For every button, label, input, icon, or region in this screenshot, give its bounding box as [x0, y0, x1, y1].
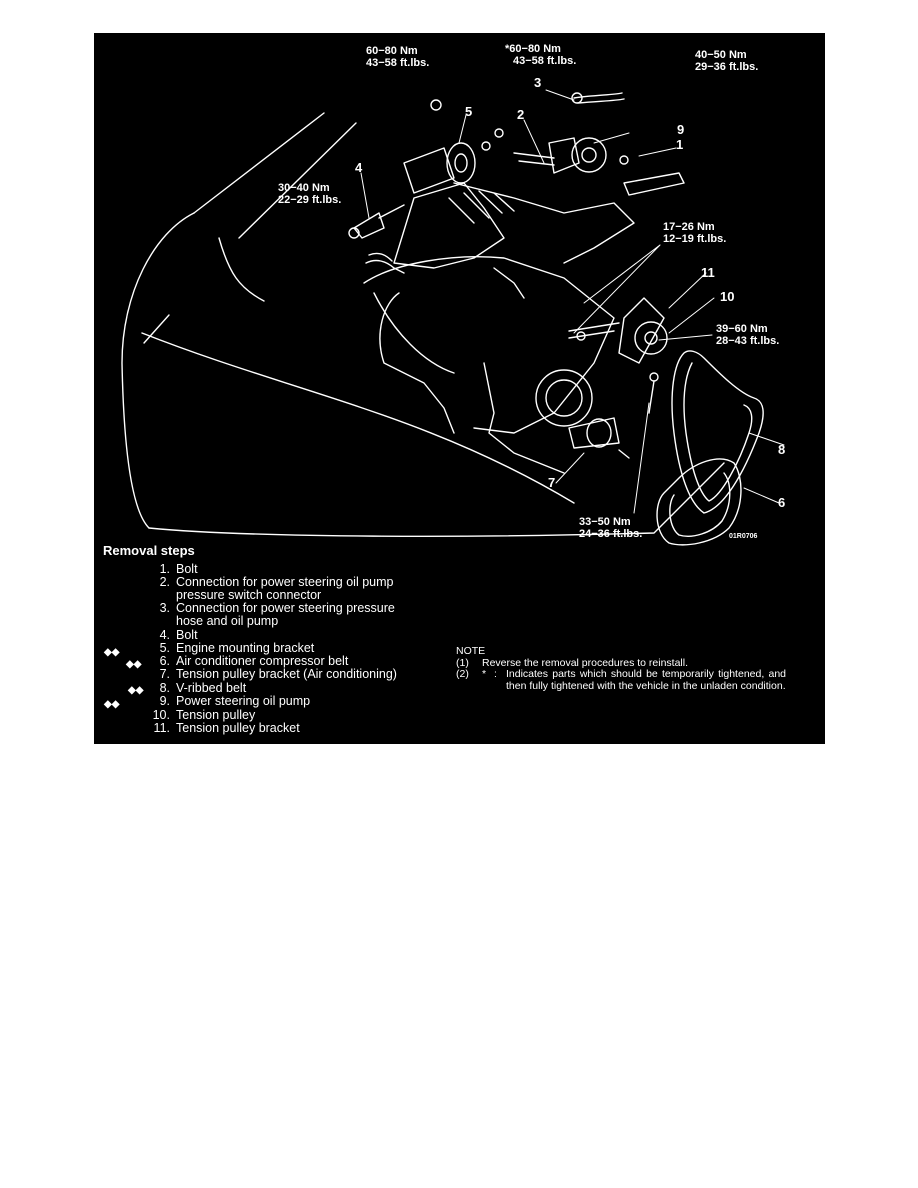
callout-3: 3	[534, 75, 542, 90]
fender-outline	[122, 213, 194, 528]
engine-drawing	[94, 33, 825, 744]
callout-7: 7	[548, 475, 556, 490]
removal-step-1: 1. Bolt	[159, 562, 198, 576]
callout-2: 2	[517, 107, 525, 122]
removal-step-10: 10. Tension pulley	[152, 708, 256, 722]
symbol-step-6: ◆◆	[126, 659, 142, 670]
torque-label-tension-pulley: 39−60 Nm 28−43 ft.lbs.	[716, 323, 780, 347]
symbol-step-5: ◆◆	[104, 647, 120, 658]
note-item-1: (1) Reverse the removal procedures to reinstall.	[456, 656, 689, 669]
torque-label-pressure-hose: 40−50 Nm 29−36 ft.lbs.	[695, 49, 759, 73]
note-title: NOTE	[456, 645, 486, 657]
note-item-2: (2) * : Indicates parts which should be temporarily tightened, and then fully tightened with the vehicle in the unladen condition.	[456, 668, 786, 692]
removal-step-5: 5. Engine mounting bracket	[159, 641, 315, 655]
callout-11: 11	[701, 265, 715, 280]
removal-step-7: 7. Tension pulley bracket (Air conditioning)	[159, 667, 397, 681]
torque-label-mount-nut: 60−80 Nm 43−58 ft.lbs.	[366, 45, 430, 69]
torque-label-bolt-4: 30−40 Nm 22−29 ft.lbs.	[278, 182, 342, 206]
torque-label-mount-bolt: *60−80 Nm 43−58 ft.lbs.	[505, 43, 577, 67]
torque-label-tension-bracket: 17−26 Nm 12−19 ft.lbs.	[663, 221, 727, 245]
symbol-step-8: ◆◆	[128, 685, 144, 696]
callout-5: 5	[465, 104, 473, 119]
diagram-panel	[94, 33, 825, 744]
torque-label-ac-bracket: 33−50 Nm 24−36 ft.lbs.	[579, 516, 643, 540]
callout-4: 4	[355, 160, 363, 175]
removal-step-3: 3. Connection for power steering pressure hose and oil pump	[159, 601, 395, 628]
removal-step-2: 2. Connection for power steering oil pump pressure switch connector	[159, 575, 394, 602]
removal-step-8: 8. V-ribbed belt	[159, 681, 247, 695]
callout-6: 6	[778, 495, 786, 510]
callout-9: 9	[677, 122, 685, 137]
removal-step-6: 6. Air conditioner compressor belt	[159, 654, 349, 668]
note-block	[456, 646, 786, 692]
removal-step-11: 11. Tension pulley bracket	[153, 721, 300, 735]
callout-8: 8	[778, 442, 786, 457]
removal-step-9: 9. Power steering oil pump	[159, 694, 311, 708]
callout-10: 10	[720, 289, 735, 304]
removal-steps-title: Removal steps	[103, 543, 195, 558]
figure-code: 01R0706	[729, 533, 758, 540]
symbol-step-9: ◆◆	[104, 699, 120, 710]
callout-1: 1	[676, 137, 684, 152]
removal-step-4: 4. Bolt	[159, 628, 198, 642]
